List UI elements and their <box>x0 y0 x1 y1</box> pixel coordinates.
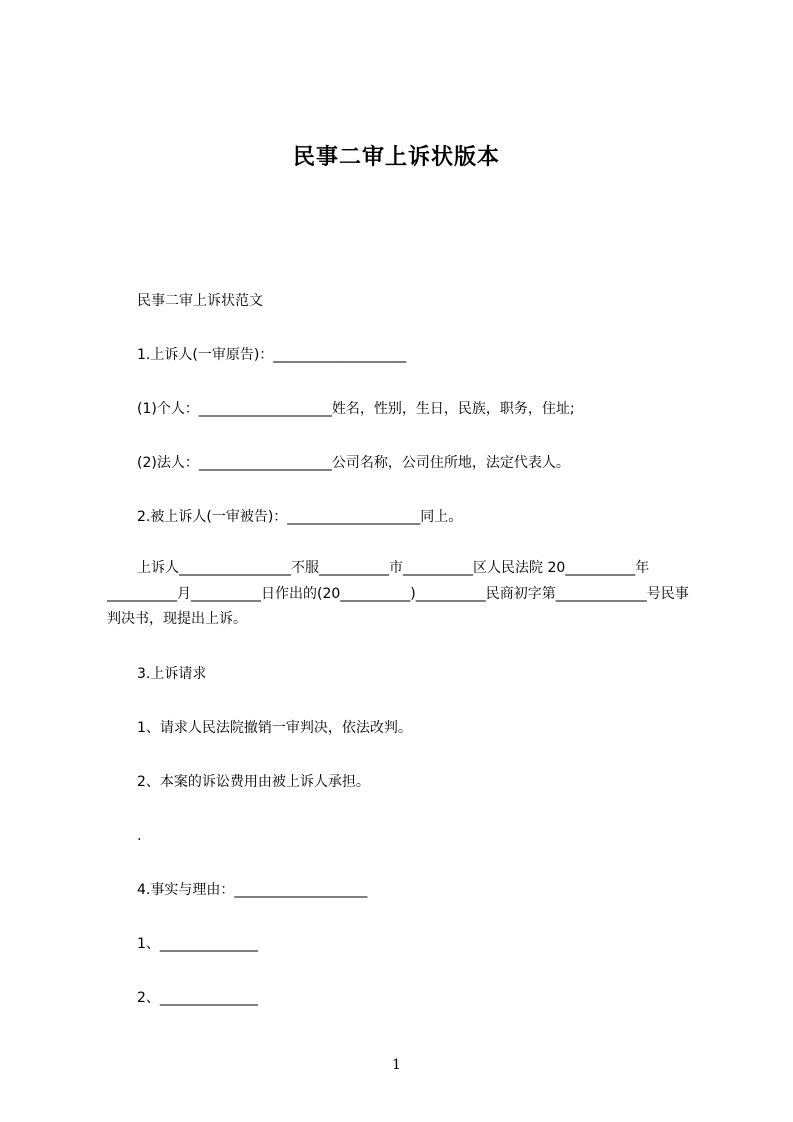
request-heading: 3.上诉请求 <box>137 666 207 682</box>
document-heading: 民事二审上诉状范文 <box>137 293 263 309</box>
individual-line: (1)个人：___________________姓名，性别，生日，民族，职务，住址; <box>137 401 575 417</box>
appeal-paragraph <box>107 556 702 633</box>
fact-item-1: 1、______________ <box>137 936 258 952</box>
fact-item-2: 2、______________ <box>137 990 258 1006</box>
dot-mark: . <box>137 828 142 844</box>
facts-heading: 4.事实与理由：___________________ <box>137 882 368 898</box>
appeal-paragraph-text: 上诉人________________不服__________市__________区人民法院 20__________年__________月__________日作出的(20__________)__________民商初字第_____________号民事判决书，现提出上诉。 <box>107 560 689 627</box>
page-number: 1 <box>392 1057 401 1073</box>
request-item-1: 1、请求人民法院撤销一审判决，依法改判。 <box>137 720 412 736</box>
appellee-line: 2.被上诉人(一审被告)：___________________同上。 <box>137 509 463 525</box>
legal-person-line: (2)法人：___________________公司名称，公司住所地，法定代表人。 <box>137 455 570 471</box>
document-title: 民事二审上诉状版本 <box>292 145 500 170</box>
request-item-2: 2、本案的诉讼费用由被上诉人承担。 <box>137 774 370 790</box>
appellant-line: 1.上诉人(一审原告)：___________________ <box>137 347 407 363</box>
